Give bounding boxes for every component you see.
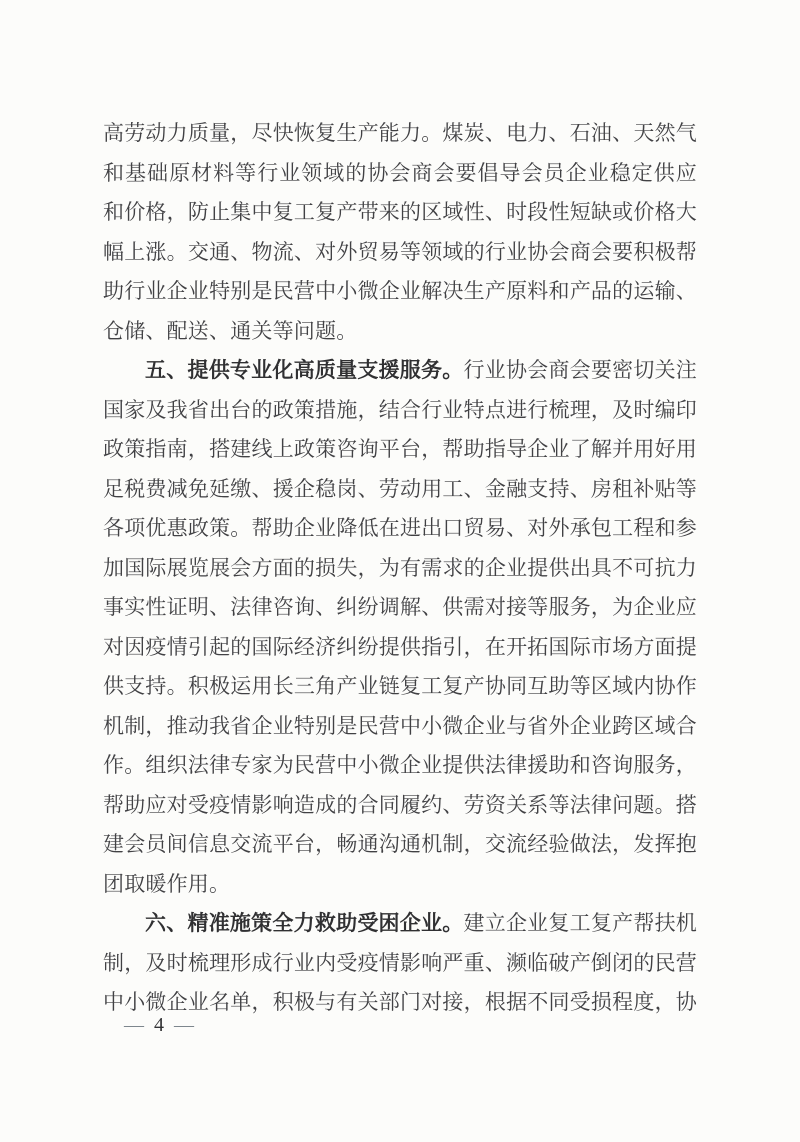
text-block — [103, 114, 697, 1023]
body-text: 帮助应对受疫情影响造成的合同履约、劳资关系等法律问题。搭 — [103, 792, 697, 817]
page-number-footer — [124, 1010, 194, 1040]
body-text: 仓储、配送、通关等问题。 — [103, 318, 358, 343]
text-line — [103, 865, 697, 905]
page-number: 4 — [154, 1014, 164, 1036]
footer-left-dash: — — [124, 1014, 144, 1036]
body-text: 助行业企业特别是民营中小微企业解决生产原料和产品的运输、 — [103, 279, 697, 303]
body-text: 政策指南，搭建线上政策咨询平台，帮助指导企业了解并用好用 — [103, 437, 697, 461]
text-line — [103, 233, 697, 273]
text-line — [103, 825, 697, 865]
body-text: 机制，推动我省企业特别是民营中小微企业与省外企业跨区域合 — [103, 713, 697, 738]
text-line — [103, 154, 697, 194]
body-text: 对因疫情引起的国际经济纠纷提供指引，在开拓国际市场方面提 — [103, 634, 697, 659]
text-line — [103, 628, 697, 668]
text-line — [103, 430, 697, 470]
text-line — [103, 312, 697, 352]
body-text: 制，及时梳理形成行业内受疫情影响严重、濒临破产倒闭的民营 — [103, 950, 697, 975]
heading-bold-text: 五、提供专业化高质量支援服务。 — [145, 359, 464, 382]
body-text: 各项优惠政策。帮助企业降低在进出口贸易、对外承包工程和参 — [103, 516, 697, 540]
text-line — [103, 193, 697, 233]
text-line — [103, 272, 697, 312]
body-text: 团取暖作用。 — [103, 871, 231, 896]
text-line — [103, 944, 697, 984]
body-text: 中小微企业名单，积极与有关部门对接，根据不同受损程度，协 — [103, 990, 697, 1014]
text-line — [103, 667, 697, 707]
text-line — [103, 786, 697, 826]
body-text: 建立企业复工复产帮扶机 — [463, 911, 698, 935]
text-line — [103, 391, 697, 431]
body-text: 建会员间信息交流平台，畅通沟通机制，交流经验做法，发挥抱 — [103, 832, 697, 856]
text-line — [103, 746, 697, 786]
text-line — [103, 509, 697, 549]
text-line — [103, 351, 697, 391]
body-text: 供支持。积极运用长三角产业链复工复产协同互助等区域内协作 — [103, 674, 697, 698]
body-text: 国家及我省出台的政策措施，结合行业特点进行梳理，及时编印 — [103, 397, 697, 422]
text-line — [103, 904, 697, 944]
heading-bold-text: 六、精准施策全力救助受困企业。 — [145, 912, 464, 935]
footer-right-dash: — — [174, 1014, 194, 1036]
body-text: 和价格，防止集中复工复产带来的区域性、时段性短缺或价格大 — [103, 200, 697, 224]
body-text: 足税费减免延缴、援企稳岗、劳动用工、金融支持、房租补贴等 — [103, 476, 697, 501]
body-text: 作。组织法律专家为民营中小微企业提供法律援助和咨询服务， — [103, 753, 697, 777]
text-line — [103, 549, 697, 589]
body-text: 幅上涨。交通、物流、对外贸易等领域的行业协会商会要积极帮 — [103, 239, 697, 264]
text-line — [103, 707, 697, 747]
body-text: 高劳动力质量，尽快恢复生产能力。煤炭、电力、石油、天然气 — [103, 121, 697, 145]
text-line — [103, 588, 697, 628]
body-text: 和基础原材料等行业领域的协会商会要倡导会员企业稳定供应 — [103, 160, 697, 185]
text-line — [103, 114, 697, 154]
body-text: 加国际展览展会方面的损失，为有需求的企业提供出具不可抗力 — [103, 555, 697, 580]
text-line — [103, 470, 697, 510]
body-text: 行业协会商会要密切关注 — [463, 358, 698, 382]
body-text: 事实性证明、法律咨询、纠纷调解、供需对接等服务，为企业应 — [103, 595, 697, 619]
